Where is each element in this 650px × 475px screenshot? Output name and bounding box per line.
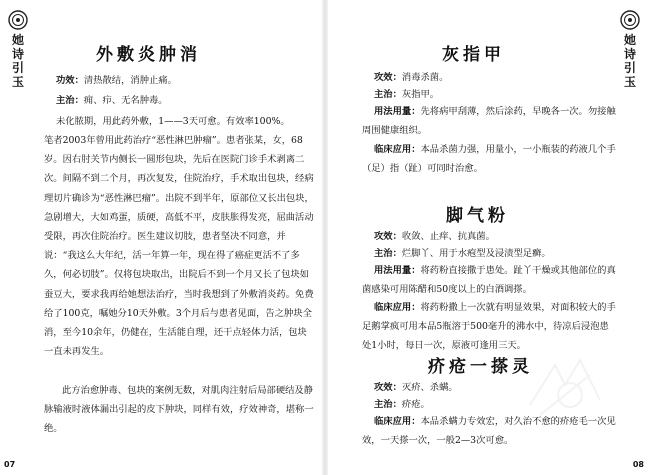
ornament-icon [620,10,640,30]
indication-line [56,91,314,110]
efficacy-label: 功效： [56,75,84,86]
s2-efficacy-text: 收敛、止痒、抗真菌。 [401,231,495,242]
indication-label: 主治： [56,95,84,106]
side-title: 她诗引玉 [623,33,636,89]
paragraph-2: 笔者2003年曾用此药治疗“恶性淋巴肿瘤”。患者张某，女，68岁。因右肘关节内侧长一圆形包块，先后在医院门诊手术剥离二次。间隔不到二个月，再次复发，住院治疗，手术取出包块，经病理切片确诊为“恶性淋巴瘤”。出院不到半年，原部位又长出包块，急剧增大，大如鸡蛋，质硬，高低不平，皮肤胀得发亮，屈曲活动受限，再次住院治疗。医生建议切肢，患者坚决不同意，并说：“我这么大年纪，活一年算一年，现在得了癌症更活不了多久，何必切肢”。仅将包块取出，出院后不到一个月又长了包块如蚕豆大，要求我再给她想法治疗，当时我想到了外敷消炎药。免费给了100克，嘱她分10天外敷。3个月后与患者见面，告之肿块全消，至今10余年，仍健在，生活能自理，还干点轻体力活，包块一直未再发生。 [44,135,314,358]
s3-clinical-text: 本品杀螨力专效宏，对久治不愈的疥疮毛一次见效，一天搽一次，一般2—3次可愈。 [362,416,616,447]
s2-efficacy-label: 攻效： [374,231,402,242]
page-number: 08 [632,460,644,469]
paragraph-1: 未化脓期，用此药外敷，1——3天可愈。有效率100%。 [56,116,290,127]
s3-indication-label: 主治： [374,399,402,410]
s1-usage-text: 先将病甲刮薄，然后涂药，早晚各一次。勿接触周围健康组织。 [362,106,616,137]
s2-clinical-label: 临床应用： [374,302,421,313]
efficacy-line [56,71,314,90]
s2-clinical-text: 将药粉撒上一次就有明显效果，对面积较大的手足鹅掌疯可用本品5瓶溶于500毫升的沸水中，待凉后浸泡患处1小时，每日一次，原液可逢用三天。 [362,302,616,352]
s1-efficacy-text: 消毒杀菌。 [401,72,449,83]
indication-text: 痈、疖、无名肿毒。 [83,95,168,106]
s2-usage-text: 将药粉直接撒于患处。趾丫干燥或其他部位的真菌感染可用陈醋和50度以上的白酒调搽。 [362,265,616,296]
paragraph-3: 此方治愈肿毒、包块的案例无数，对肌肉注射后局部硬结及静脉输液时液体漏出引起的皮下肿块，同样有效，疗效神奇，堪称一绝。 [44,385,314,435]
s1-usage-line [362,102,616,140]
left-page [0,0,322,475]
s3-efficacy-label: 攻效： [374,382,402,393]
section-title-scabies: 疥疮一搽灵 [428,357,533,377]
page-number: 07 [4,460,16,469]
watermark-icon [520,345,610,425]
efficacy-text: 清热散结，消肿止痛。 [83,75,177,86]
s1-clinical-line [362,140,616,178]
s2-indication-text: 烂脚丫、用于水疱型及浸渍型足癣。 [401,248,551,259]
section-title-gray-nail: 灰指甲 [442,45,505,65]
s1-indication-label: 主治： [374,89,402,100]
s1-indication-text: 灰指甲。 [401,89,440,100]
s1-usage-label: 用法用量： [374,106,421,117]
side-title: 她诗引玉 [11,33,24,89]
s2-usage-line [362,261,616,299]
s3-efficacy-text: 灭疥、杀螨。 [401,382,458,393]
s1-clinical-label: 临床应用： [374,144,421,155]
s3-clinical-label: 临床应用： [374,416,421,427]
section-title-foot-powder: 脚气粉 [446,206,509,226]
s2-usage-label: 用法用量： [374,265,421,276]
article-title: 外敷炎肿消 [96,45,201,65]
s1-clinical-text: 本品杀菌力强，用量小，一小瓶装的药液几个手（足）指（趾）可同时治愈。 [362,144,616,175]
s2-indication-label: 主治： [374,248,402,259]
s3-indication-text: 疥疮。 [401,399,430,410]
s1-efficacy-label: 攻效： [374,72,402,83]
ornament-icon [8,10,28,30]
